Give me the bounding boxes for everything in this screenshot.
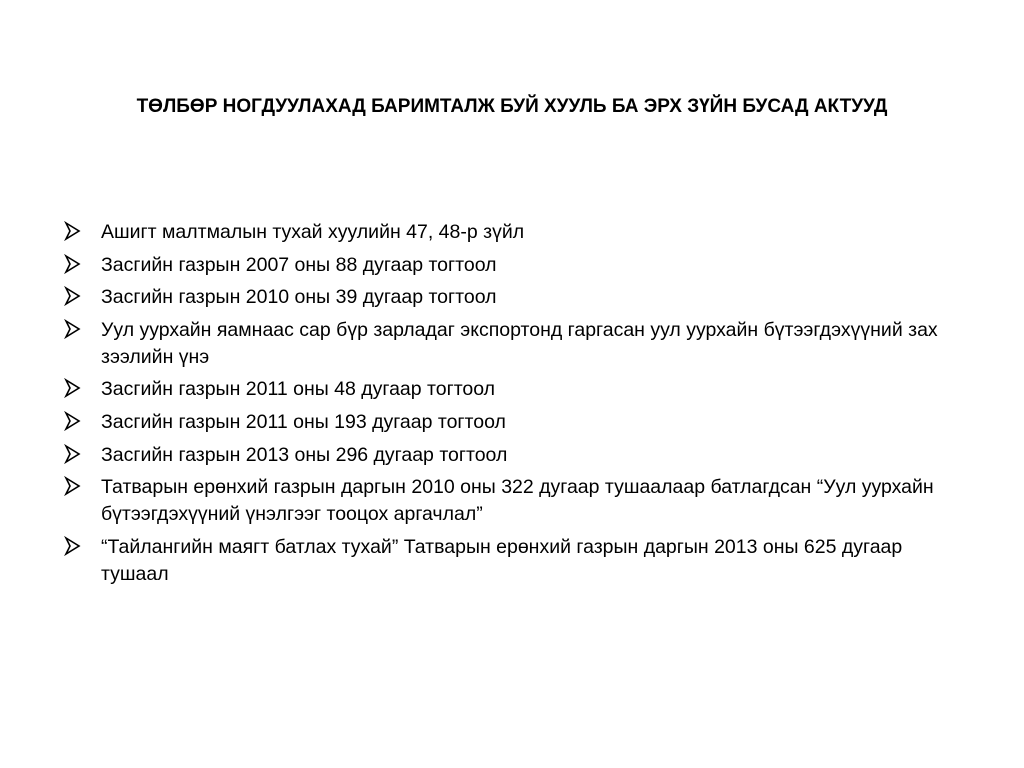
list-item-text: Засгийн газрын 2010 оны 39 дугаар тогтоол — [101, 286, 497, 309]
list-item-text: Засгийн газрын 2011 оны 193 дугаар тогтоол — [101, 410, 506, 433]
arrow-bullet-icon — [64, 444, 82, 464]
list-item-text: Засгийн газрын 2007 оны 88 дугаар тогтоол — [101, 253, 497, 276]
list-item — [64, 409, 964, 436]
list-item — [64, 474, 964, 528]
arrow-bullet-icon — [64, 378, 82, 398]
list-item-text: Ашигт малтмалын тухай хуулийн 47, 48-р зүйл — [101, 221, 525, 243]
list-item — [64, 442, 964, 469]
list-item — [64, 534, 964, 588]
list-item-text: Татварын ерөнхий газрын даргын 2010 оны 322 дугаар тушаалаар батлагдсан “Уул уурхайн бүтээгдэхүүний үнэлгээг тооцох аргачлал” — [101, 476, 934, 526]
arrow-bullet-icon — [64, 319, 82, 339]
list-item-text: Засгийн газрын 2011 оны 48 дугаар тогтоол — [101, 378, 496, 401]
list-item-text: Засгийн газрын 2013 оны 296 дугаар тогтоол — [101, 443, 508, 466]
list-item-text: “Тайлангийн маягт батлах тухай” Татварын ерөнхий газрын даргын 2013 оны 625 дугаар тушаал — [101, 535, 903, 585]
arrow-bullet-icon — [64, 476, 82, 496]
list-item — [64, 317, 964, 371]
arrow-bullet-icon — [64, 254, 82, 274]
arrow-bullet-icon — [64, 221, 82, 241]
list-item — [64, 252, 964, 279]
slide-title: ТӨЛБӨР НОГДУУЛАХАД БАРИМТАЛЖ БУЙ ХУУЛЬ БА ЭРХ ЗҮЙН БУСАД АКТУУД — [136, 96, 888, 117]
list-item-text: Уул уурхайн яамнаас сар бүр зарладаг экспортонд гаргасан уул уурхайн бүтээгдэхүүний зах зээлийн үнэ — [101, 318, 938, 368]
arrow-bullet-icon — [64, 411, 82, 431]
arrow-bullet-icon — [64, 536, 82, 556]
list-item — [64, 376, 964, 403]
list-item — [64, 219, 964, 246]
bullet-list — [64, 219, 964, 593]
arrow-bullet-icon — [64, 286, 82, 306]
list-item — [64, 284, 964, 311]
